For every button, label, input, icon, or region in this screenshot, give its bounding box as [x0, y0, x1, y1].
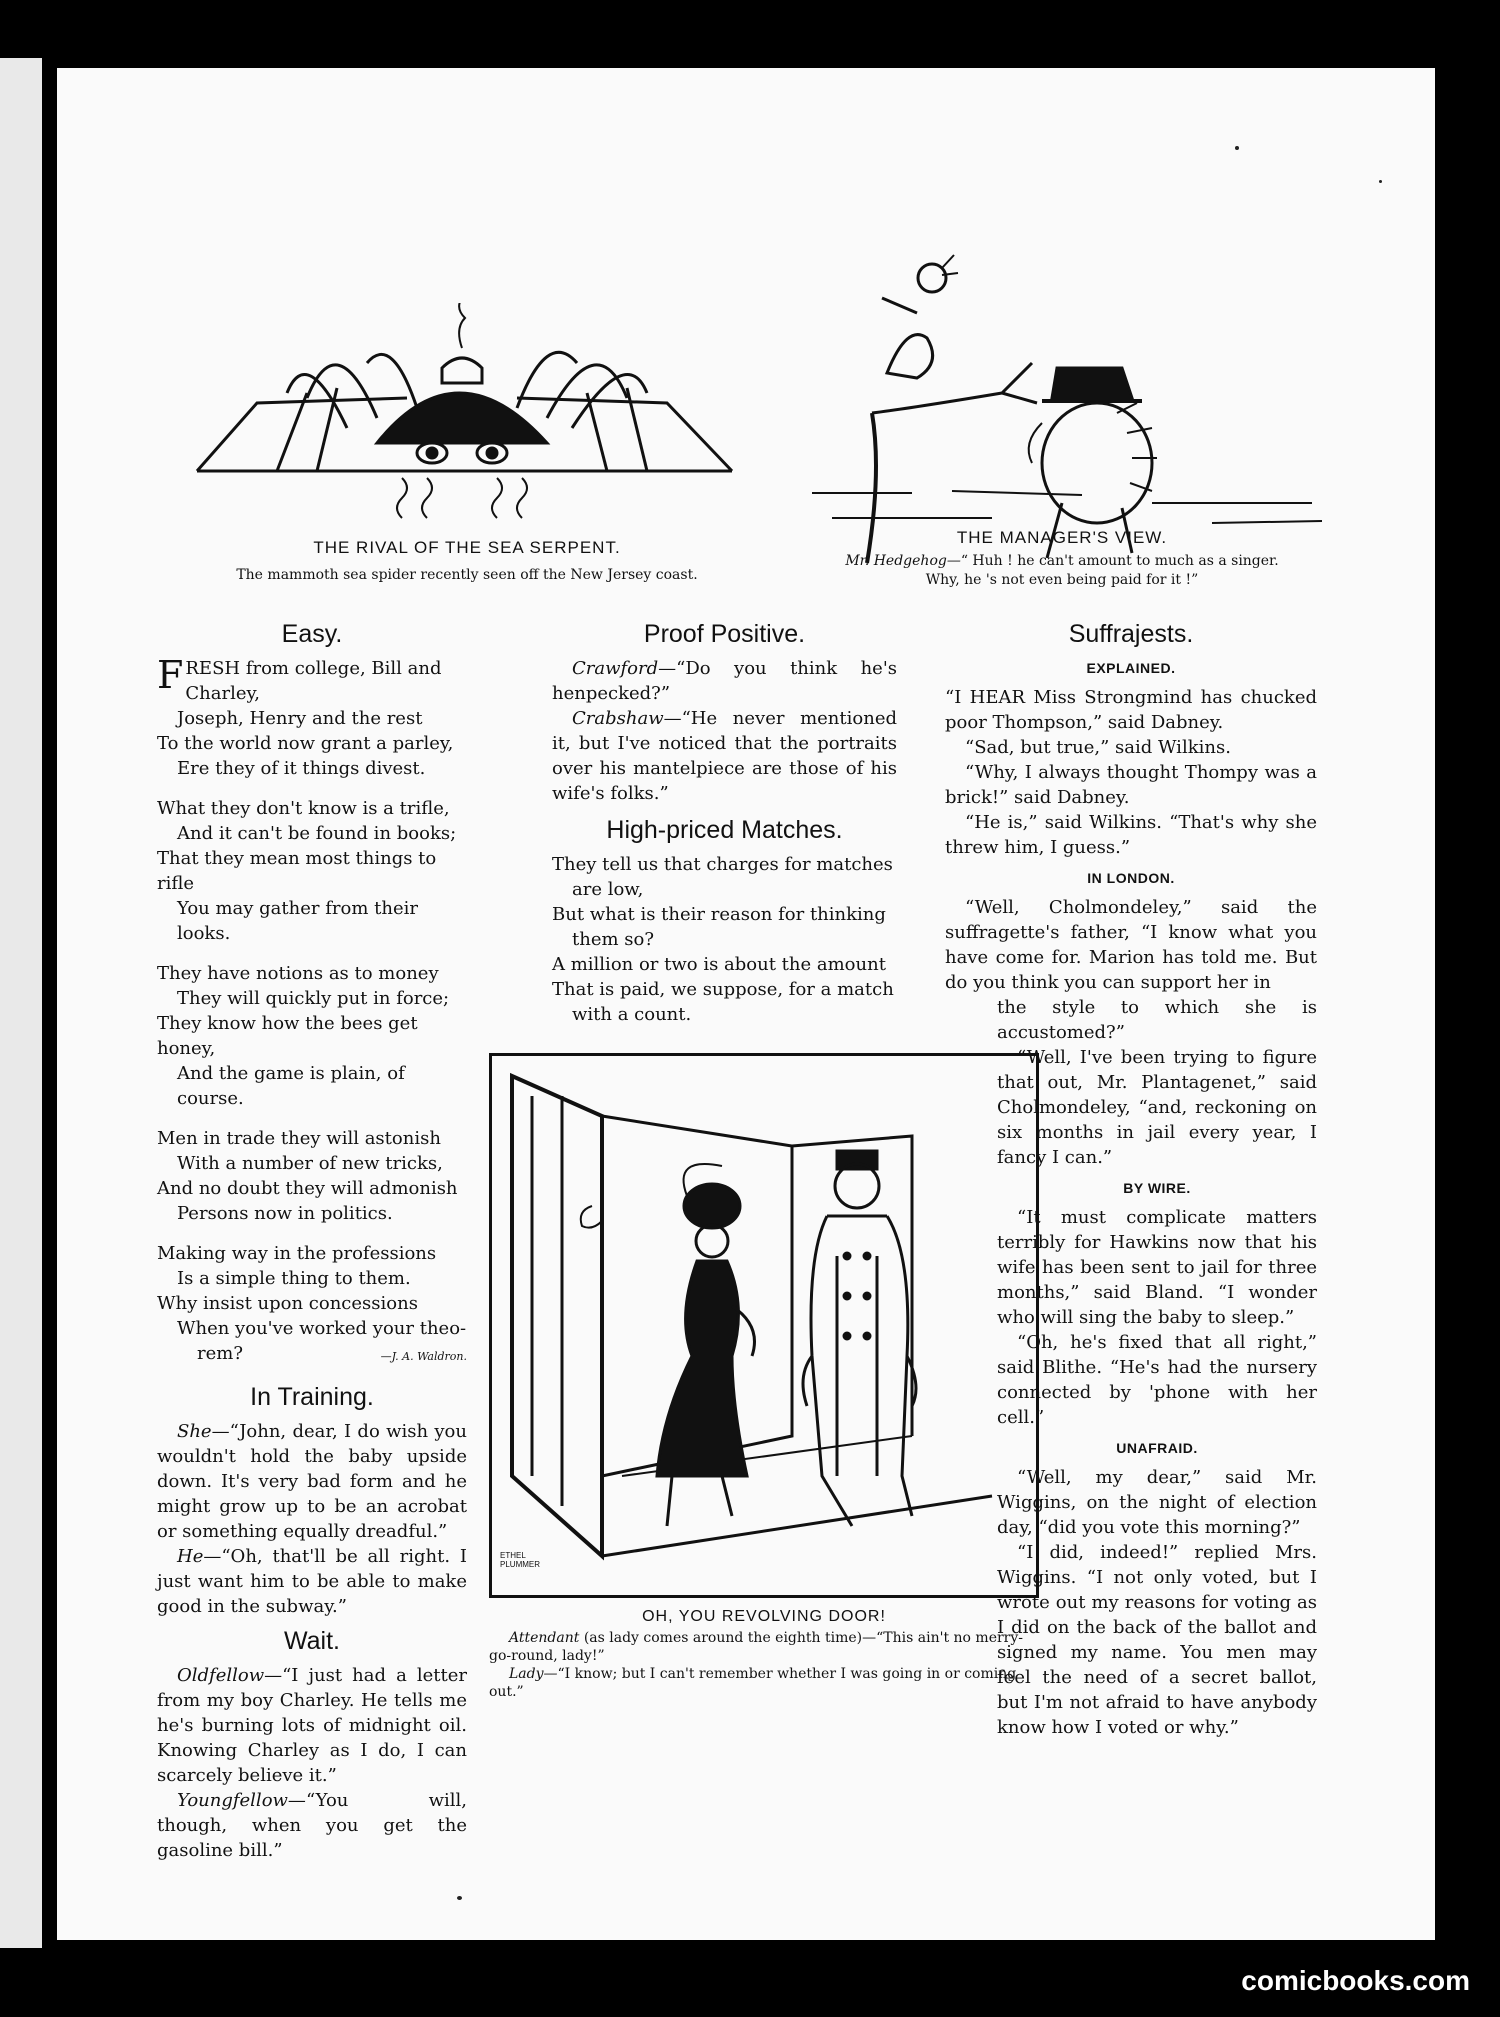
speaker-label: Crawford—	[572, 658, 677, 679]
london-subheading: IN LONDON.	[1087, 870, 1175, 886]
poem-line: Making way in the professions	[157, 1243, 437, 1264]
london-text	[945, 895, 1317, 995]
sea-spider-caption-subtitle: The mammoth sea spider recently seen off the New Jersey coast.	[236, 567, 698, 583]
explained-subheading: EXPLAINED.	[1086, 660, 1176, 676]
proof-positive-text	[552, 656, 897, 806]
speaker-label: Attendant	[509, 1630, 580, 1646]
print-speck	[1379, 180, 1382, 183]
paragraph-text: “Why, I always thought Thompy was a brick!” said Dabney.	[945, 762, 1317, 808]
paragraph-text: “I HEAR Miss Strongmind has chucked poor Thompson,” said Dabney.	[945, 687, 1317, 733]
poem-line: Why insist upon concessions	[157, 1293, 418, 1314]
print-speck	[1235, 146, 1239, 150]
paragraph-text: “John, dear, I do wish you wouldn't hold the baby upside down. It's very bad form and he might grow up to be an acrobat or something equally dreadful.”	[157, 1421, 467, 1542]
sea-spider-illustration	[187, 303, 747, 543]
poem-line: You may gather from their looks.	[177, 898, 418, 944]
paragraph-text: “He never mentioned it, but I've noticed that the portraits over his mantelpiece are those of his wife's folks.”	[552, 708, 897, 804]
easy-stanza-1	[157, 653, 467, 781]
managers-view-caption-title: THE MANAGER'S VIEW.	[956, 528, 1168, 547]
poem-line: with a count.	[572, 1004, 692, 1025]
watermark: comicbooks.com	[1241, 1965, 1470, 1996]
speaker-label: She—	[177, 1421, 230, 1442]
poem-line: them so?	[572, 929, 654, 950]
paragraph-text: the style to which she is accustomed?”	[997, 997, 1317, 1043]
paragraph-text: “Sad, but true,” said Wilkins.	[965, 737, 1231, 758]
column-left	[157, 618, 467, 1863]
poem-line: With a number of new tricks,	[177, 1153, 443, 1174]
easy-stanza-4	[157, 1126, 467, 1226]
paragraph-text: “Well, I've been trying to figure that out, Mr. Plantagenet,” said Cholmondeley, “and, reckoning on six months in jail every year, I fancy I can.”	[997, 1047, 1317, 1168]
easy-stanza-3	[157, 961, 467, 1111]
in-training-heading: In Training.	[250, 1383, 374, 1411]
speaker-label: Youngfellow—	[177, 1790, 306, 1811]
paragraph-text: “You will, though, when you get the gasoline bill.”	[157, 1790, 467, 1861]
poem-line: What they don't know is a trifle,	[157, 798, 450, 819]
poem-line: rem?	[197, 1343, 243, 1364]
speaker-label: Lady—	[509, 1666, 558, 1682]
poem-line: Men in trade they will astonish	[157, 1128, 441, 1149]
london-text-narrow	[997, 995, 1317, 1740]
easy-heading: Easy.	[281, 620, 343, 648]
column-middle	[552, 618, 897, 1027]
poem-line: RESH from college, Bill and Charley,	[185, 658, 442, 704]
poem-line: To the world now grant a parley,	[157, 733, 454, 754]
paragraph-text: “I know; but I can't remember whether I was going in or coming out.”	[489, 1666, 1017, 1700]
paragraph-text: “Oh, that'll be all right. I just want him to be able to make good in the subway.”	[157, 1546, 467, 1617]
easy-poem	[157, 653, 467, 1366]
paragraph-text: “He is,” said Wilkins. “That's why she threw him, I guess.”	[945, 812, 1317, 858]
suffrajests-heading: Suffrajests.	[1068, 620, 1194, 648]
easy-stanza-2	[157, 796, 467, 946]
wire-subheading: BY WIRE.	[1123, 1180, 1191, 1196]
speaker-label: Oldfellow—	[177, 1665, 283, 1686]
paragraph-text: “Well, Cholmondeley,” said the suffragette's father, “I know what you have come for. Marion has told me. But do you think you can support her in	[945, 897, 1317, 993]
poem-line: But what is their reason for thinking	[552, 904, 886, 925]
paragraph-text: “It must complicate matters terribly for Hawkins now that his wife has been sent to jail for three months,” said Bland. “I wonder who will sing the baby to sleep.”	[997, 1207, 1317, 1328]
poem-line: And no doubt they will admonish	[157, 1178, 458, 1199]
paragraph-text: “I just had a letter from my boy Charley. He tells me he's burning lots of midnight oil. Knowing Charley as I do, I can scarcely believe it.”	[157, 1665, 467, 1786]
explained-text	[945, 685, 1317, 860]
proof-positive-heading: Proof Positive.	[643, 620, 806, 648]
managers-view-caption-line1	[782, 553, 1342, 569]
paragraph-text: “Well, my dear,” said Mr. Wiggins, on the night of election day, “did you vote this morning?”	[997, 1467, 1317, 1538]
poem-line: Is a simple thing to them.	[177, 1268, 411, 1289]
speaker-label: He—	[177, 1546, 222, 1567]
adjacent-page-edge	[0, 58, 42, 1948]
poem-line: That they mean most things to rifle	[157, 848, 437, 894]
in-training-text	[157, 1419, 467, 1619]
poem-line: They tell us that charges for matches	[552, 854, 893, 875]
poem-line: They will quickly put in force;	[177, 988, 450, 1009]
poem-line: Ere they of it things divest.	[177, 758, 426, 779]
hedgehog-quote-line1: “ Huh ! he can't amount to much as a singer.	[960, 553, 1279, 569]
matches-heading: High-priced Matches.	[606, 816, 843, 844]
poem-line: And it can't be found in books;	[177, 823, 457, 844]
easy-dropcap: F	[157, 653, 184, 697]
poem-line: Joseph, Henry and the rest	[177, 708, 423, 729]
unafraid-subheading: UNAFRAID.	[1116, 1440, 1198, 1456]
poem-line: They know how the bees get honey,	[157, 1013, 418, 1059]
column-right	[945, 618, 1317, 1740]
easy-stanza-5	[157, 1241, 467, 1366]
paragraph-text: “I did, indeed!” replied Mrs. Wiggins. “I not only voted, but I wrote out my reasons for voting as I did on the back of the ballot and signed my name. You men may feel the need of a secret ballot, but I'm not afraid to have anybody know how I voted or why.”	[997, 1542, 1317, 1738]
easy-signature: —J. A. Waldron.	[380, 1350, 467, 1363]
matches-poem	[552, 852, 897, 1027]
revolving-caption-title: OH, YOU REVOLVING DOOR!	[642, 1608, 886, 1625]
artist-signature: ETHEL PLUMMER	[500, 1551, 541, 1569]
print-speck	[457, 1896, 462, 1900]
poem-line: When you've worked your theo-	[177, 1318, 467, 1339]
hedgehog-speaker: Mr. Hedgehog—	[845, 553, 961, 569]
magazine-page	[57, 68, 1435, 1940]
paragraph-text: (as lady comes around the eighth time)—“This ain't no merry-go-round, lady!”	[489, 1630, 1024, 1664]
poem-line: And the game is plain, of course.	[177, 1063, 405, 1109]
wait-text	[157, 1663, 467, 1863]
managers-view-illustration	[792, 173, 1332, 573]
wait-heading: Wait.	[283, 1627, 341, 1655]
poem-line: are low,	[572, 879, 644, 900]
speaker-label: Crabshaw—	[572, 708, 682, 729]
paragraph-text: “Do you think he's henpecked?”	[552, 658, 897, 704]
poem-line: That is paid, we suppose, for a match	[552, 979, 894, 1000]
poem-line: A million or two is about the amount	[552, 954, 886, 975]
sea-spider-caption-title: THE RIVAL OF THE SEA SERPENT.	[313, 538, 621, 557]
managers-view-caption-line2: Why, he 's not even being paid for it !”	[925, 572, 1199, 588]
poem-line: They have notions as to money	[157, 963, 439, 984]
poem-line: Persons now in politics.	[177, 1203, 393, 1224]
paragraph-text: “Oh, he's fixed that all right,” said Blithe. “He's had the nursery connected by 'phone with her cell.”	[997, 1332, 1317, 1428]
